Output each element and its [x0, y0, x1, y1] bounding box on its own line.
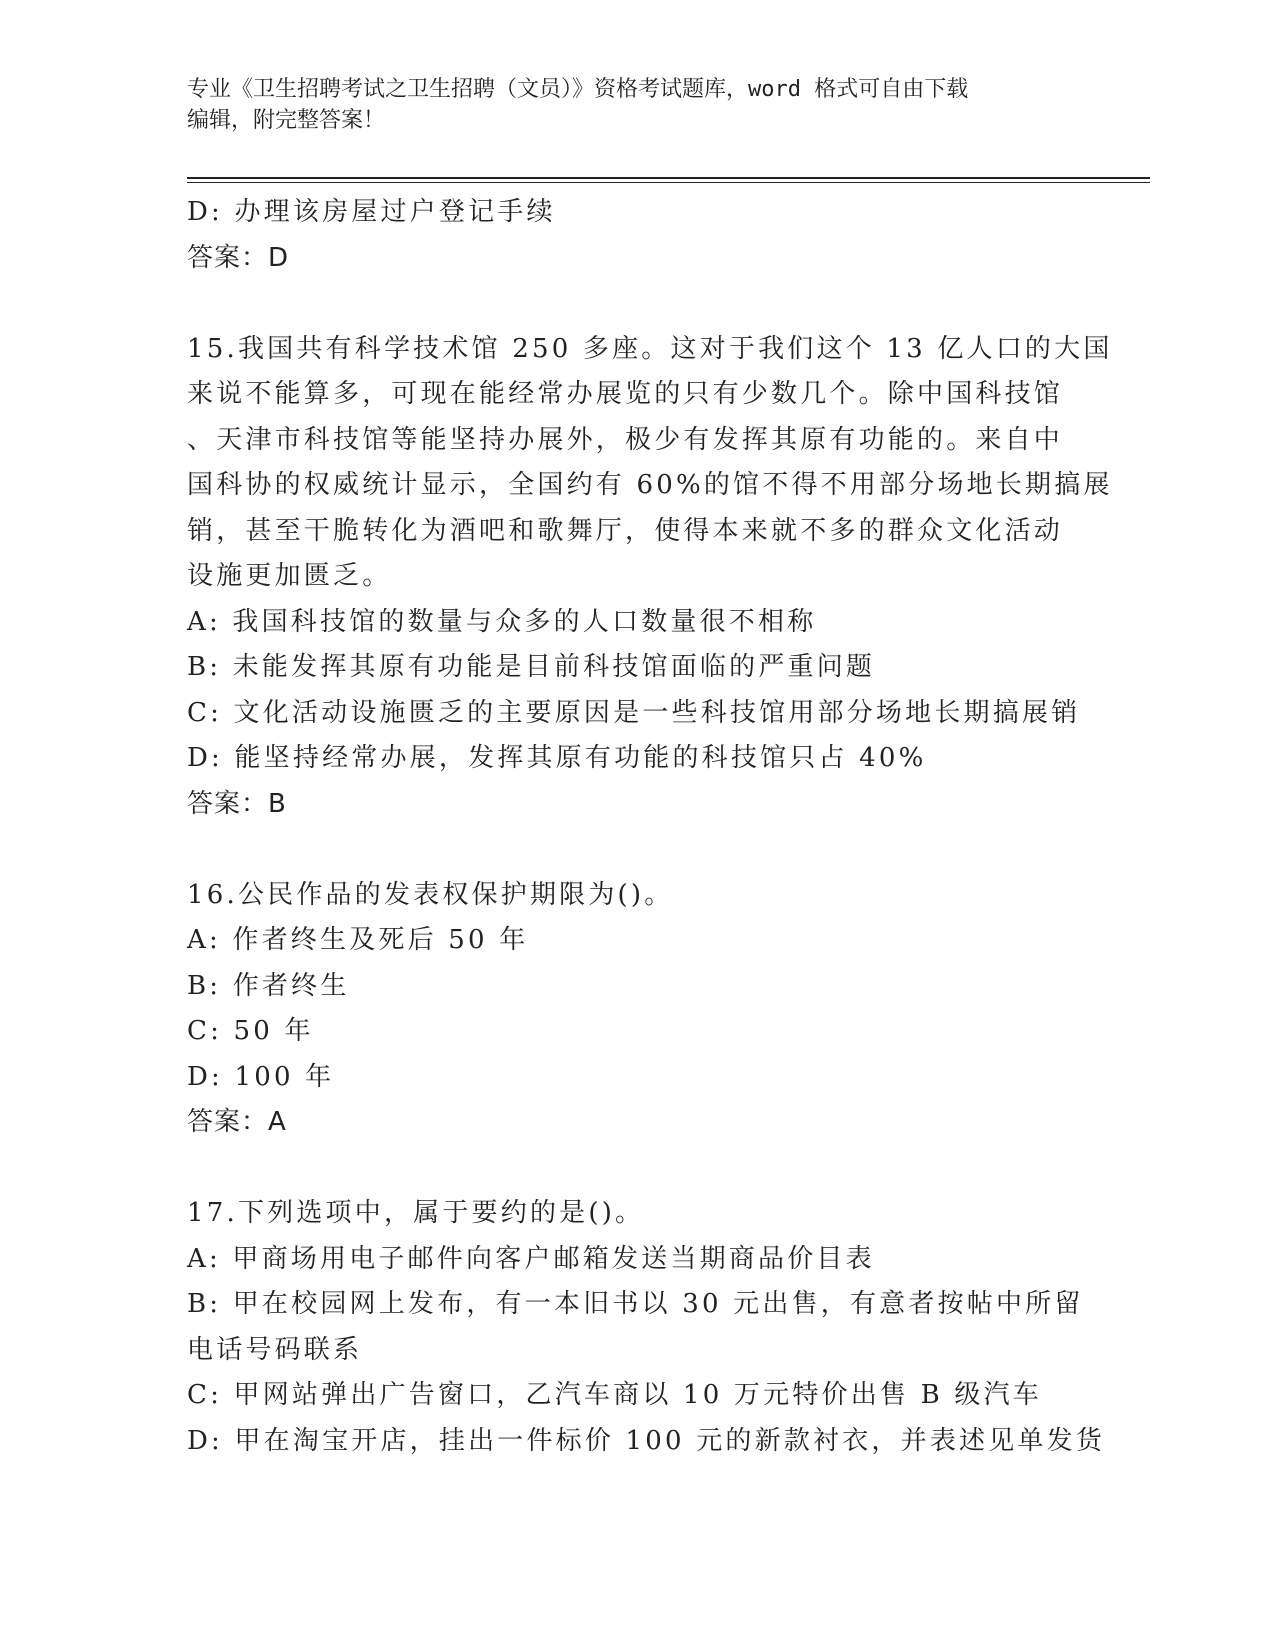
- header-line-2: 编辑，附完整答案！: [187, 108, 386, 133]
- option-b: B: 作者终生: [187, 970, 350, 1001]
- option-c: C: 50 年: [187, 1016, 314, 1046]
- option-c: C: 文化活动设施匮乏的主要原因是一些科技馆用部分场地长期搞展销: [187, 697, 1081, 728]
- header-line-1: 专业《卫生招聘考试之卫生招聘（文员）》资格考试题库，word 格式可自由下载: [187, 77, 969, 102]
- option-a: A: 作者终生及死后 50 年: [187, 925, 529, 955]
- question-14: [187, 190, 1087, 281]
- header-divider-thin: [187, 182, 1150, 183]
- question-stem-line: 销，甚至干脆转化为酒吧和歌舞厅，使得本来就不多的群众文化活动: [187, 515, 1064, 546]
- option-b-continued: 电话号码联系: [187, 1334, 363, 1365]
- answer-line: 答案：B: [187, 788, 287, 819]
- question-stem: 17.下列选项中，属于要约的是()。: [187, 1198, 645, 1228]
- spacer: [187, 1146, 1087, 1192]
- question-stem-line: 来说不能算多，可现在能经常办展览的只有少数几个。除中国科技馆: [187, 379, 1064, 409]
- option-d: D: 100 年: [187, 1061, 335, 1092]
- question-stem-line: 、天津市科技馆等能坚持办展外，极少有发挥其原有功能的。来自中: [187, 424, 1064, 455]
- option-a: A: 甲商场用电子邮件向客户邮箱发送当期商品价目表: [187, 1243, 875, 1274]
- question-list: [187, 190, 1113, 1464]
- answer-line: 答案：A: [187, 1107, 287, 1137]
- question-stem-line: 15.我国共有科学技术馆 250 多座。这对于我们这个 13 亿人口的大国: [187, 333, 1113, 364]
- option-b: B: 未能发挥其原有功能是目前科技馆面临的严重问题: [187, 652, 876, 682]
- option-d: D: 能坚持经常办展，发挥其原有功能的科技馆只占 40%: [187, 743, 927, 773]
- option-a: A: 我国科技馆的数量与众多的人口数量很不相称: [187, 606, 817, 637]
- option-c: C: 甲网站弹出广告窗口，乙汽车商以 10 万元特价出售 B 级汽车: [187, 1380, 1042, 1410]
- document-header: [187, 74, 1067, 136]
- spacer: [187, 827, 1087, 873]
- option-b: B: 甲在校园网上发布，有一本旧书以 30 元出售，有意者按帖中所留: [187, 1289, 1084, 1319]
- question-stem: 16.公民作品的发表权保护期限为()。: [187, 879, 674, 910]
- question-stem-line: 国科协的权威统计显示，全国约有 60%的馆不得不用部分场地长期搞展: [187, 470, 1113, 500]
- question-16: [187, 873, 1087, 1146]
- question-17: [187, 1191, 1106, 1464]
- question-15: [187, 327, 1113, 828]
- spacer: [187, 281, 1087, 327]
- option-d: D: 办理该房屋过户登记手续: [187, 197, 556, 227]
- question-stem-line: 设施更加匮乏。: [187, 561, 392, 591]
- header-divider-thick: [187, 177, 1150, 179]
- option-d: D: 甲在淘宝开店，挂出一件标价 100 元的新款衬衣，并表述见单发货: [187, 1425, 1106, 1456]
- answer-line: 答案：D: [187, 242, 290, 273]
